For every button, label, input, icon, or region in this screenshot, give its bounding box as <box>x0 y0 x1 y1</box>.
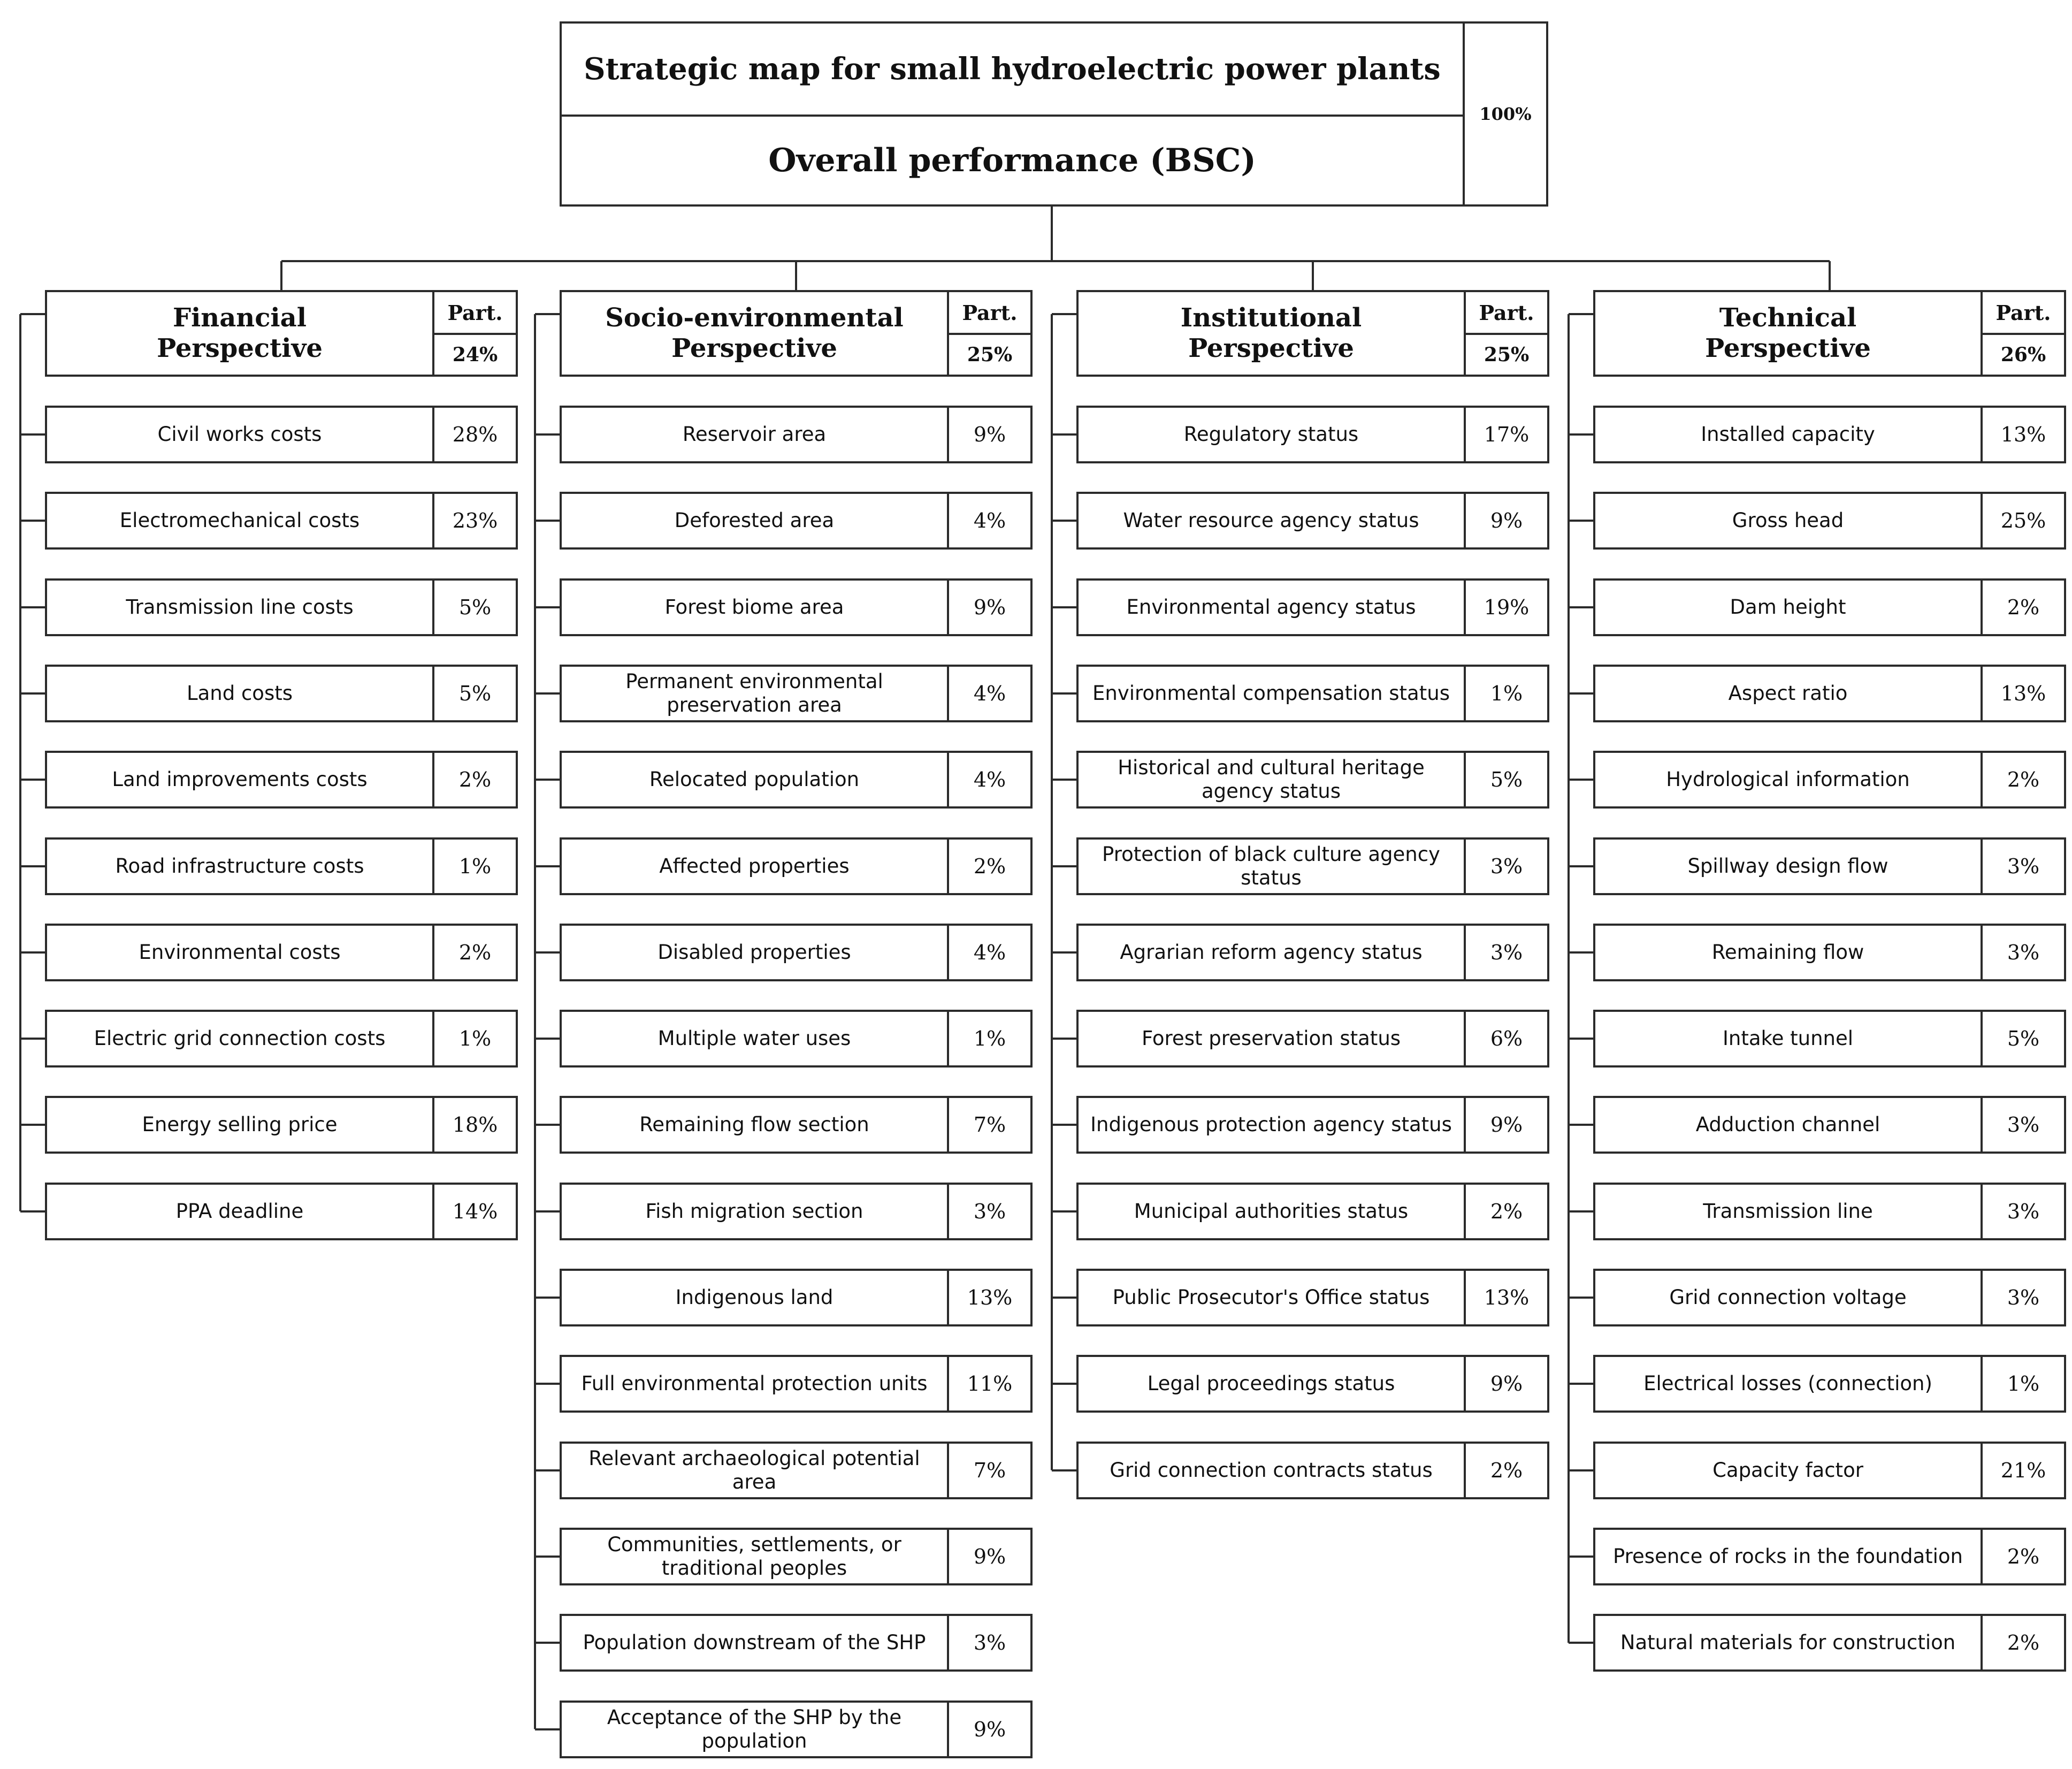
indicator-label: Aspect ratio <box>1728 681 1848 705</box>
indicator-label-box <box>1076 1183 1466 1240</box>
part-label: Part. <box>1479 300 1534 325</box>
indicator-label-box <box>1076 1442 1466 1499</box>
indicator-label: Electric grid connection costs <box>94 1026 386 1050</box>
part-value-box <box>1981 333 2066 377</box>
indicator-label: Permanent environmental preservation area <box>625 669 883 716</box>
indicator-label: Land costs <box>186 681 293 705</box>
part-value: 25% <box>967 344 1013 366</box>
indicator-label-box <box>560 1010 949 1068</box>
indicator-label: Gross head <box>1732 508 1844 532</box>
perspective-name-line1: Technical <box>1719 303 1857 333</box>
indicator-label: Forest preservation status <box>1141 1026 1401 1050</box>
indicator-weight-box <box>1464 665 1549 722</box>
indicator-weight-box <box>947 1701 1033 1758</box>
indicator-weight-box <box>432 492 518 550</box>
indicator-weight-box <box>432 924 518 981</box>
indicator-label-box <box>45 492 434 550</box>
indicator-label-box <box>560 837 949 895</box>
indicator-weight: 1% <box>973 1027 1006 1050</box>
indicator-weight: 5% <box>2007 1027 2040 1050</box>
indicator-label: Hydrological information <box>1666 767 1910 791</box>
indicator-weight: 2% <box>2007 1631 2040 1654</box>
indicator-label-box <box>560 1269 949 1326</box>
indicator-label-box <box>560 1096 949 1154</box>
indicator-weight: 2% <box>973 855 1006 878</box>
indicator-weight-box <box>1981 578 2066 636</box>
indicator-weight: 9% <box>973 1545 1006 1568</box>
indicator-weight-box <box>1981 492 2066 550</box>
indicator-weight: 3% <box>1490 855 1523 878</box>
indicator-weight-box <box>1464 837 1549 895</box>
indicator-label: Reservoir area <box>682 422 827 446</box>
indicator-label: Installed capacity <box>1701 422 1875 446</box>
indicator-weight-box <box>432 406 518 463</box>
indicator-weight: 14% <box>452 1200 498 1223</box>
perspective-name-line1: Socio-environmental <box>605 303 904 333</box>
indicator-label: Electrical losses (connection) <box>1643 1371 1932 1395</box>
indicator-weight: 21% <box>2000 1459 2046 1482</box>
indicator-weight: 6% <box>1490 1027 1523 1050</box>
part-value-box <box>432 333 518 377</box>
indicator-label-box <box>1076 406 1466 463</box>
indicator-weight: 3% <box>973 1631 1006 1654</box>
perspective-name-line2: Perspective <box>1705 333 1871 363</box>
indicator-weight: 17% <box>1484 423 1530 446</box>
indicator-weight-box <box>1981 751 2066 809</box>
indicator-weight-box <box>947 751 1033 809</box>
indicator-label: Relocated population <box>649 767 860 791</box>
indicator-label: Acceptance of the SHP by the population <box>607 1705 902 1752</box>
indicator-weight-box <box>1464 751 1549 809</box>
indicator-weight-box <box>1981 1183 2066 1240</box>
indicator-label: Spillway design flow <box>1687 854 1888 878</box>
part-value: 24% <box>452 344 498 366</box>
indicator-weight: 1% <box>458 1027 492 1050</box>
indicator-weight: 13% <box>2000 423 2046 446</box>
perspective-header-3 <box>1076 290 1466 377</box>
indicator-weight-box <box>432 578 518 636</box>
indicator-label: Affected properties <box>659 854 850 878</box>
indicator-label: Water resource agency status <box>1123 508 1419 532</box>
indicator-label-box <box>560 1614 949 1672</box>
indicator-weight: 13% <box>967 1286 1013 1309</box>
indicator-label-box <box>45 406 434 463</box>
indicator-weight: 4% <box>973 768 1006 791</box>
indicator-label: Transmission line costs <box>126 595 354 619</box>
subtitle-box <box>560 115 1465 207</box>
indicator-label-box <box>560 492 949 550</box>
indicator-weight: 3% <box>1490 941 1523 964</box>
perspective-name-line2: Perspective <box>157 333 323 363</box>
indicator-label-box <box>1593 1614 1983 1672</box>
indicator-label: Indigenous land <box>675 1285 834 1309</box>
indicator-label: Agrarian reform agency status <box>1120 940 1423 964</box>
indicator-label-box <box>1076 1010 1466 1068</box>
indicator-weight-box <box>432 751 518 809</box>
indicator-label-box <box>45 665 434 722</box>
indicator-label-box <box>45 751 434 809</box>
indicator-label: Electromechanical costs <box>119 508 360 532</box>
indicator-weight: 9% <box>1490 509 1523 532</box>
indicator-label-box <box>1076 665 1466 722</box>
indicator-weight: 3% <box>2007 1113 2040 1137</box>
indicator-weight-box <box>1464 492 1549 550</box>
indicator-label-box <box>45 1183 434 1240</box>
indicator-weight-box <box>1981 837 2066 895</box>
indicator-weight: 9% <box>973 1718 1006 1741</box>
perspective-name-line1: Financial <box>172 303 307 333</box>
indicator-label-box <box>1593 924 1983 981</box>
indicator-weight-box <box>947 406 1033 463</box>
perspective-header-1 <box>45 290 434 377</box>
indicator-label-box <box>1593 1355 1983 1413</box>
indicator-label: Transmission line <box>1703 1199 1873 1223</box>
indicator-weight-box <box>947 1442 1033 1499</box>
part-value: 26% <box>2000 344 2046 366</box>
indicator-weight-box <box>947 1355 1033 1413</box>
indicator-label: Full environmental protection units <box>581 1371 928 1395</box>
indicator-weight-box <box>947 837 1033 895</box>
indicator-weight-box <box>947 665 1033 722</box>
indicator-weight: 9% <box>1490 1113 1523 1137</box>
indicator-label: Grid connection voltage <box>1669 1285 1907 1309</box>
indicator-label-box <box>560 1701 949 1758</box>
indicator-weight: 13% <box>1484 1286 1530 1309</box>
indicator-weight-box <box>947 1528 1033 1585</box>
indicator-label: Multiple water uses <box>657 1026 851 1050</box>
indicator-label: Capacity factor <box>1712 1458 1863 1482</box>
indicator-label-box <box>560 751 949 809</box>
title-box <box>560 21 1465 117</box>
indicator-weight: 5% <box>458 596 492 619</box>
indicator-label: Disabled properties <box>657 940 851 964</box>
indicator-weight-box <box>1464 1183 1549 1240</box>
indicator-label-box <box>1593 1528 1983 1585</box>
indicator-weight-box <box>947 578 1033 636</box>
indicator-label-box <box>1593 837 1983 895</box>
indicator-label: Adduction channel <box>1695 1112 1880 1136</box>
part-label-box <box>1464 290 1549 335</box>
indicator-weight-box <box>1981 665 2066 722</box>
indicator-weight-box <box>1464 1269 1549 1326</box>
indicator-weight: 5% <box>458 682 492 705</box>
indicator-label-box <box>1076 1355 1466 1413</box>
indicator-label-box <box>1076 578 1466 636</box>
indicator-label: Civil works costs <box>157 422 322 446</box>
indicator-weight-box <box>432 665 518 722</box>
indicator-label: Land improvements costs <box>112 767 368 791</box>
indicator-weight-box <box>432 1010 518 1068</box>
indicator-label-box <box>1076 1269 1466 1326</box>
indicator-weight-box <box>947 1096 1033 1154</box>
indicator-label-box <box>560 1442 949 1499</box>
diagram-subtitle: Overall performance (BSC) <box>768 142 1256 179</box>
indicator-label-box <box>1593 665 1983 722</box>
indicator-weight-box <box>947 924 1033 981</box>
indicator-weight-box <box>1981 1355 2066 1413</box>
perspective-header-2 <box>560 290 949 377</box>
indicator-weight-box <box>947 1614 1033 1672</box>
indicator-weight: 2% <box>1490 1200 1523 1223</box>
indicator-label-box <box>1076 1096 1466 1154</box>
indicator-weight: 2% <box>2007 1545 2040 1568</box>
indicator-weight: 1% <box>1490 682 1523 705</box>
perspective-name-line2: Perspective <box>671 333 837 363</box>
indicator-weight-box <box>947 1269 1033 1326</box>
indicator-weight: 11% <box>967 1372 1013 1396</box>
indicator-label: Environmental agency status <box>1126 595 1416 619</box>
perspective-header-4 <box>1593 290 1983 377</box>
indicator-weight: 7% <box>973 1113 1006 1137</box>
indicator-label: Legal proceedings status <box>1147 1371 1395 1395</box>
indicator-weight-box <box>947 492 1033 550</box>
indicator-weight: 3% <box>973 1200 1006 1223</box>
indicator-label-box <box>1593 492 1983 550</box>
indicator-label-box <box>1593 406 1983 463</box>
indicator-weight: 9% <box>1490 1372 1523 1396</box>
indicator-label-box <box>1593 751 1983 809</box>
indicator-weight-box <box>1981 1528 2066 1585</box>
indicator-label-box <box>560 406 949 463</box>
indicator-weight-box <box>947 1010 1033 1068</box>
indicator-label-box <box>45 924 434 981</box>
indicator-label: Municipal authorities status <box>1134 1199 1409 1223</box>
indicator-weight-box <box>1981 1614 2066 1672</box>
indicator-label: Environmental compensation status <box>1092 681 1450 705</box>
indicator-label-box <box>1593 1183 1983 1240</box>
indicator-weight: 3% <box>2007 1286 2040 1309</box>
indicator-weight: 2% <box>458 768 492 791</box>
indicator-label: Fish migration section <box>645 1199 863 1223</box>
indicator-weight-box <box>1464 406 1549 463</box>
overall-percent: 100% <box>1479 104 1532 124</box>
indicator-label: Road infrastructure costs <box>115 854 364 878</box>
indicator-label: Population downstream of the SHP <box>583 1630 926 1654</box>
indicator-weight-box <box>432 1096 518 1154</box>
indicator-weight-box <box>1464 1442 1549 1499</box>
indicator-weight-box <box>432 837 518 895</box>
indicator-weight: 2% <box>2007 768 2040 791</box>
indicator-weight: 19% <box>1484 596 1530 619</box>
indicator-label-box <box>1076 924 1466 981</box>
indicator-weight: 2% <box>458 941 492 964</box>
part-label-box <box>947 290 1033 335</box>
indicator-weight-box <box>1981 1096 2066 1154</box>
part-label: Part. <box>962 300 1018 325</box>
indicator-weight: 23% <box>452 509 498 532</box>
indicator-label-box <box>1593 1442 1983 1499</box>
indicator-label: Protection of black culture agency status <box>1102 842 1440 889</box>
indicator-label: Dam height <box>1730 595 1846 619</box>
indicator-label: Indigenous protection agency status <box>1090 1112 1452 1136</box>
indicator-weight-box <box>1464 1096 1549 1154</box>
indicator-weight-box <box>947 1183 1033 1240</box>
indicator-weight: 2% <box>1490 1459 1523 1482</box>
indicator-label: Environmental costs <box>139 940 341 964</box>
indicator-label-box <box>45 837 434 895</box>
indicator-label: Public Prosecutor's Office status <box>1112 1285 1430 1309</box>
indicator-weight-box <box>1464 578 1549 636</box>
part-label: Part. <box>447 300 503 325</box>
indicator-weight: 1% <box>2007 1372 2040 1396</box>
indicator-weight: 9% <box>973 596 1006 619</box>
part-label-box <box>1981 290 2066 335</box>
indicator-label: Natural materials for construction <box>1620 1630 1956 1654</box>
indicator-label-box <box>1593 1096 1983 1154</box>
indicator-label: Relevant archaeological potential area <box>588 1446 920 1493</box>
indicator-weight: 3% <box>2007 1200 2040 1223</box>
indicator-label-box <box>1076 751 1466 809</box>
indicator-weight-box <box>1464 1355 1549 1413</box>
indicator-label: Forest biome area <box>664 595 844 619</box>
indicator-weight: 4% <box>973 941 1006 964</box>
indicator-weight-box <box>1981 1442 2066 1499</box>
indicator-label-box <box>560 924 949 981</box>
indicator-weight: 13% <box>2000 682 2046 705</box>
indicator-weight: 4% <box>973 509 1006 532</box>
indicator-weight: 4% <box>973 682 1006 705</box>
indicator-label-box <box>560 578 949 636</box>
indicator-weight: 5% <box>1490 768 1523 791</box>
indicator-weight: 2% <box>2007 596 2040 619</box>
indicator-label-box <box>560 1183 949 1240</box>
indicator-weight: 25% <box>2000 509 2046 532</box>
indicator-weight-box <box>1981 1269 2066 1326</box>
indicator-weight: 1% <box>458 855 492 878</box>
part-label-box <box>432 290 518 335</box>
indicator-label: Regulatory status <box>1183 422 1359 446</box>
indicator-label-box <box>45 1096 434 1154</box>
indicator-label-box <box>45 578 434 636</box>
indicator-label-box <box>560 1355 949 1413</box>
indicator-label: Historical and cultural heritage agency status <box>1118 756 1425 803</box>
indicator-weight-box <box>1464 924 1549 981</box>
indicator-label: Communities, settlements, or traditional peoples <box>607 1532 901 1580</box>
indicator-weight: 18% <box>452 1113 498 1137</box>
part-value: 25% <box>1484 344 1530 366</box>
indicator-label-box <box>1593 578 1983 636</box>
overall-percent-box <box>1463 21 1548 207</box>
indicator-weight: 9% <box>973 423 1006 446</box>
indicator-weight-box <box>1981 1010 2066 1068</box>
indicator-weight: 7% <box>973 1459 1006 1482</box>
perspective-name-line1: Institutional <box>1180 303 1362 333</box>
indicator-weight: 3% <box>2007 941 2040 964</box>
indicator-label: PPA deadline <box>175 1199 304 1223</box>
indicator-label: Remaining flow <box>1711 940 1864 964</box>
indicator-weight-box <box>1464 1010 1549 1068</box>
indicator-label: Energy selling price <box>142 1112 338 1136</box>
indicator-label: Remaining flow section <box>639 1112 869 1136</box>
indicator-label-box <box>560 1528 949 1585</box>
indicator-label-box <box>1593 1269 1983 1326</box>
indicator-weight-box <box>1981 924 2066 981</box>
indicator-label-box <box>1076 837 1466 895</box>
indicator-weight-box <box>432 1183 518 1240</box>
indicator-label-box <box>1593 1010 1983 1068</box>
indicator-label-box <box>560 665 949 722</box>
indicator-label: Deforested area <box>674 508 835 532</box>
indicator-weight: 3% <box>2007 855 2040 878</box>
indicator-label-box <box>1076 492 1466 550</box>
indicator-weight: 28% <box>452 423 498 446</box>
indicator-label: Intake tunnel <box>1722 1026 1854 1050</box>
indicator-label: Grid connection contracts status <box>1110 1458 1433 1482</box>
perspective-name-line2: Perspective <box>1188 333 1354 363</box>
indicator-weight-box <box>1981 406 2066 463</box>
indicator-label: Presence of rocks in the foundation <box>1612 1544 1963 1568</box>
indicator-label-box <box>45 1010 434 1068</box>
part-label: Part. <box>1995 300 2051 325</box>
part-value-box <box>947 333 1033 377</box>
diagram-title: Strategic map for small hydroelectric power plants <box>584 51 1441 87</box>
part-value-box <box>1464 333 1549 377</box>
